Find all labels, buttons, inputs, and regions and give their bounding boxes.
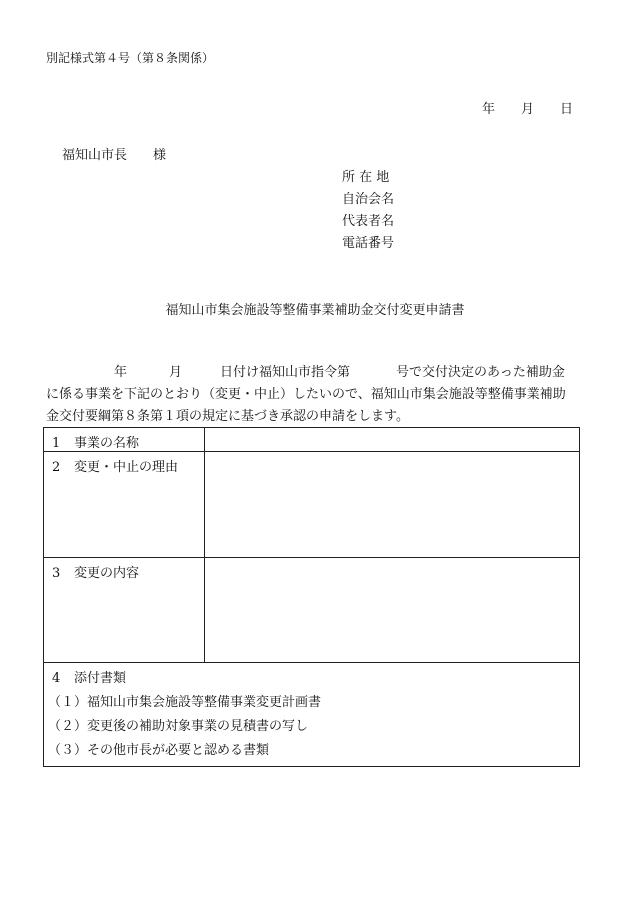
change-reason-field[interactable] (205, 452, 580, 558)
attachments-heading: 4 添付書類 (52, 671, 127, 686)
attachment-item: （３）その他市長が必要と認める書類 (48, 743, 270, 758)
table-row (44, 428, 580, 452)
attachment-item: （２）変更後の補助対象事業の見積書の写し (48, 719, 309, 734)
date-year-label: 年 (482, 102, 496, 117)
table-row (44, 452, 580, 558)
body-line-3: 金交付要綱第８条第１項の規定に基づき承認の申請をします。 (46, 409, 409, 424)
row-label-change-content: 3 変更の内容 (44, 558, 205, 663)
row-label-project-name: 1 事業の名称 (44, 428, 205, 452)
body-year: 年 (114, 365, 128, 380)
date-day-label: 日 (560, 102, 574, 117)
body-line-1 (46, 362, 582, 384)
table-row (44, 558, 580, 663)
addressee: 福知山市長 様 (62, 148, 167, 163)
body-month: 月 (169, 365, 183, 380)
document-title: 福知山市集会施設等整備事業補助金交付変更申請書 (165, 303, 465, 318)
applicant-phone-label: 電話番号 (342, 236, 395, 251)
applicant-association-label: 自治会名 (342, 192, 395, 207)
project-name-field[interactable] (205, 428, 580, 452)
change-content-field[interactable] (205, 558, 580, 663)
application-table (43, 427, 580, 767)
attachments-section (44, 663, 580, 767)
attachment-item: （１）福知山市集会施設等整備事業変更計画書 (48, 695, 322, 710)
form-label: 別記様式第４号（第８条関係） (46, 51, 215, 65)
body-decision-text: 号で交付決定のあった補助金 (396, 365, 565, 380)
body-line-2: に係る事業を下記のとおり（変更・中止）したいので、福知山市集会施設等整備事業補助 (46, 387, 566, 402)
applicant-representative-label: 代表者名 (342, 214, 395, 229)
table-row (44, 663, 580, 767)
applicant-address-label: 所 在 地 (342, 170, 390, 185)
date-month-label: 月 (521, 102, 535, 117)
row-label-change-reason: 2 変更・中止の理由 (44, 452, 205, 558)
body-order-text: 日付け福知山市指令第 (220, 365, 351, 380)
date-line (482, 98, 573, 117)
body-paragraph (46, 362, 582, 428)
